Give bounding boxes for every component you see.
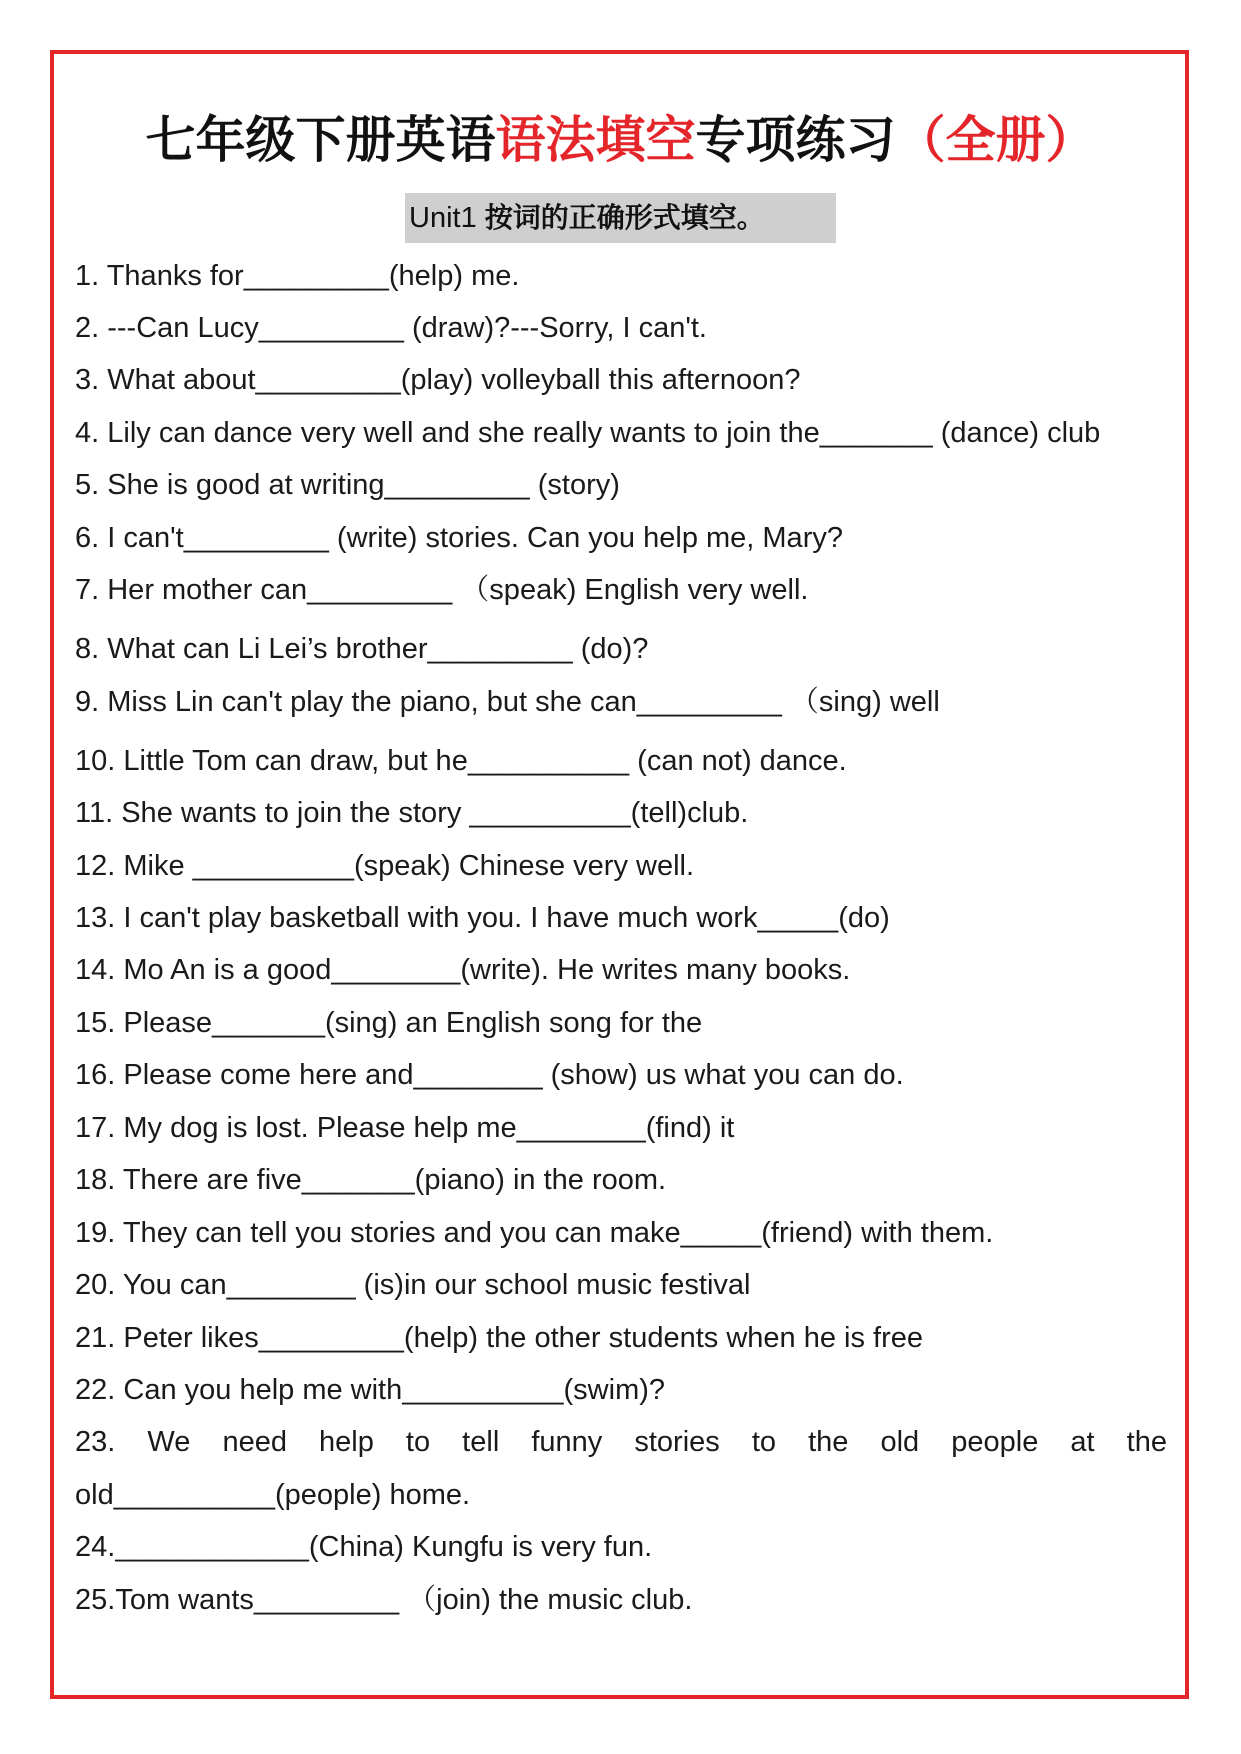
- question-23-line-2: old__________(people) home.: [75, 1479, 471, 1511]
- question-14: 14. Mo An is a good________(write). He writes many books.: [75, 954, 851, 986]
- question-20: 20. You can________ (is)in our school music festival: [75, 1269, 751, 1301]
- title-scope: （全册）: [895, 110, 1096, 169]
- question-18: 18. There are five_______(piano) in the room.: [75, 1164, 667, 1196]
- question-8: 8. What can Li Lei’s brother_________ (do)?: [75, 633, 649, 665]
- question-24: 24.____________(China) Kungfu is very fun.: [75, 1531, 653, 1563]
- question-9: 9. Miss Lin can't play the piano, but she can_________ （sing) well: [75, 686, 940, 718]
- question-19: 19. They can tell you stories and you can make_____(friend) with them.: [75, 1217, 994, 1249]
- question-3: 3. What about_________(play) volleyball this afternoon?: [75, 364, 801, 396]
- title-highlight: 语法填空: [495, 110, 696, 169]
- question-2: 2. ---Can Lucy_________ (draw)?---Sorry, I can't.: [75, 312, 707, 344]
- question-5: 5. She is good at writing_________ (story): [75, 469, 620, 501]
- question-21: 21. Peter likes_________(help) the other students when he is free: [75, 1322, 923, 1354]
- unit-heading: [405, 193, 836, 243]
- unit-label: Unit1: [409, 202, 485, 234]
- question-11: 11. She wants to join the story __________(tell)club.: [75, 797, 749, 829]
- question-13: 13. I can't play basketball with you. I have much work_____(do): [75, 902, 890, 934]
- question-1: 1. Thanks for_________(help) me.: [75, 260, 520, 292]
- question-7: 7. Her mother can_________ （speak) English very well.: [75, 574, 809, 606]
- title-part-1: 七年级下册英语: [145, 110, 496, 169]
- question-16: 16. Please come here and________ (show) us what you can do.: [75, 1059, 904, 1091]
- unit-instruction: 按词的正确形式填空。: [484, 201, 765, 234]
- question-22: 22. Can you help me with__________(swim)?: [75, 1374, 666, 1406]
- question-12: 12. Mike __________(speak) Chinese very well.: [75, 850, 695, 882]
- page-title: [0, 108, 1241, 172]
- title-part-3: 专项练习: [695, 110, 896, 169]
- question-10: 10. Little Tom can draw, but he__________ (can not) dance.: [75, 745, 847, 777]
- question-4: 4. Lily can dance very well and she really wants to join the_______ (dance) club: [75, 417, 1101, 449]
- question-25: 25.Tom wants_________ （join) the music club.: [75, 1584, 693, 1616]
- question-17: 17. My dog is lost. Please help me________(find) it: [75, 1112, 735, 1144]
- question-15: 15. Please_______(sing) an English song for the: [75, 1007, 703, 1039]
- question-23-line-1: 23. We need help to tell funny stories to the old people at the: [75, 1426, 1167, 1458]
- question-6: 6. I can't_________ (write) stories. Can you help me, Mary?: [75, 522, 843, 554]
